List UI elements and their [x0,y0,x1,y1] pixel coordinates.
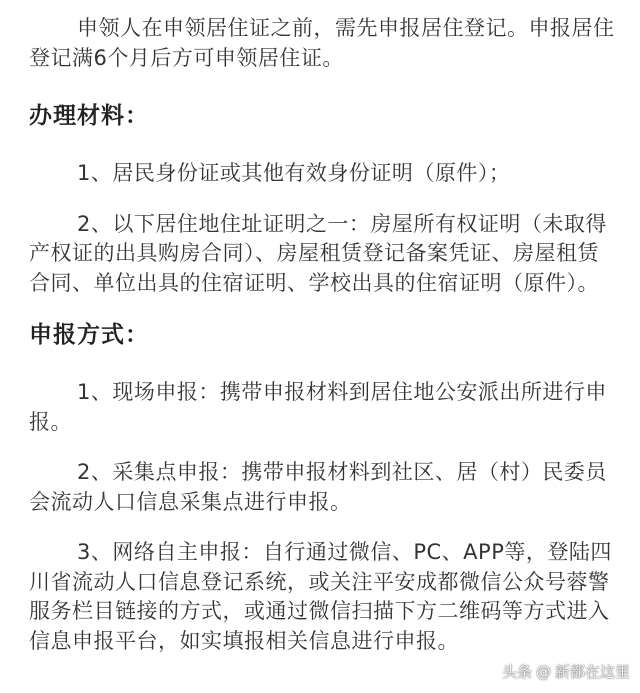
methods-item: 3、网络自主申报：自行通过微信、PC、APP等，登陆四川省流动人口信息登记系统，或关注平安成都微信公众号蓉警服务栏目链接的方式，或通过微信扫描下方二维码等方式进入信息申报平台，如实填报相关信息进行申报。 [29,540,612,653]
watermark-at: @ [535,662,551,681]
materials-item: 2、以下居住地住址证明之一：房屋所有权证明（未取得产权证的出具购房合同）、房屋租赁登记备案凭证、房屋租赁合同、单位出具的住宿证明、学校出具的住宿证明（原件）。 [29,211,607,295]
watermark-platform: 头条 [501,663,532,681]
methods-item: 1、现场申报：携带申报材料到居住地公安派出所进行申报。 [29,380,607,434]
toutiao-watermark [502,661,630,682]
watermark-account: 新都在这里 [554,663,630,681]
methods-heading: 申报方式： [29,322,149,348]
intro-paragraph: 申领人在申领居住证之前，需先申报居住登记。申报居住登记满6个月后方可申领居住证。 [29,16,615,70]
materials-item: 1、居民身份证或其他有效身份证明（原件）； [77,161,511,185]
methods-item: 2、采集点申报：携带申报材料到社区、居（村）民委员会流动人口信息采集点进行申报。 [29,460,607,514]
materials-heading: 办理材料： [29,103,149,129]
